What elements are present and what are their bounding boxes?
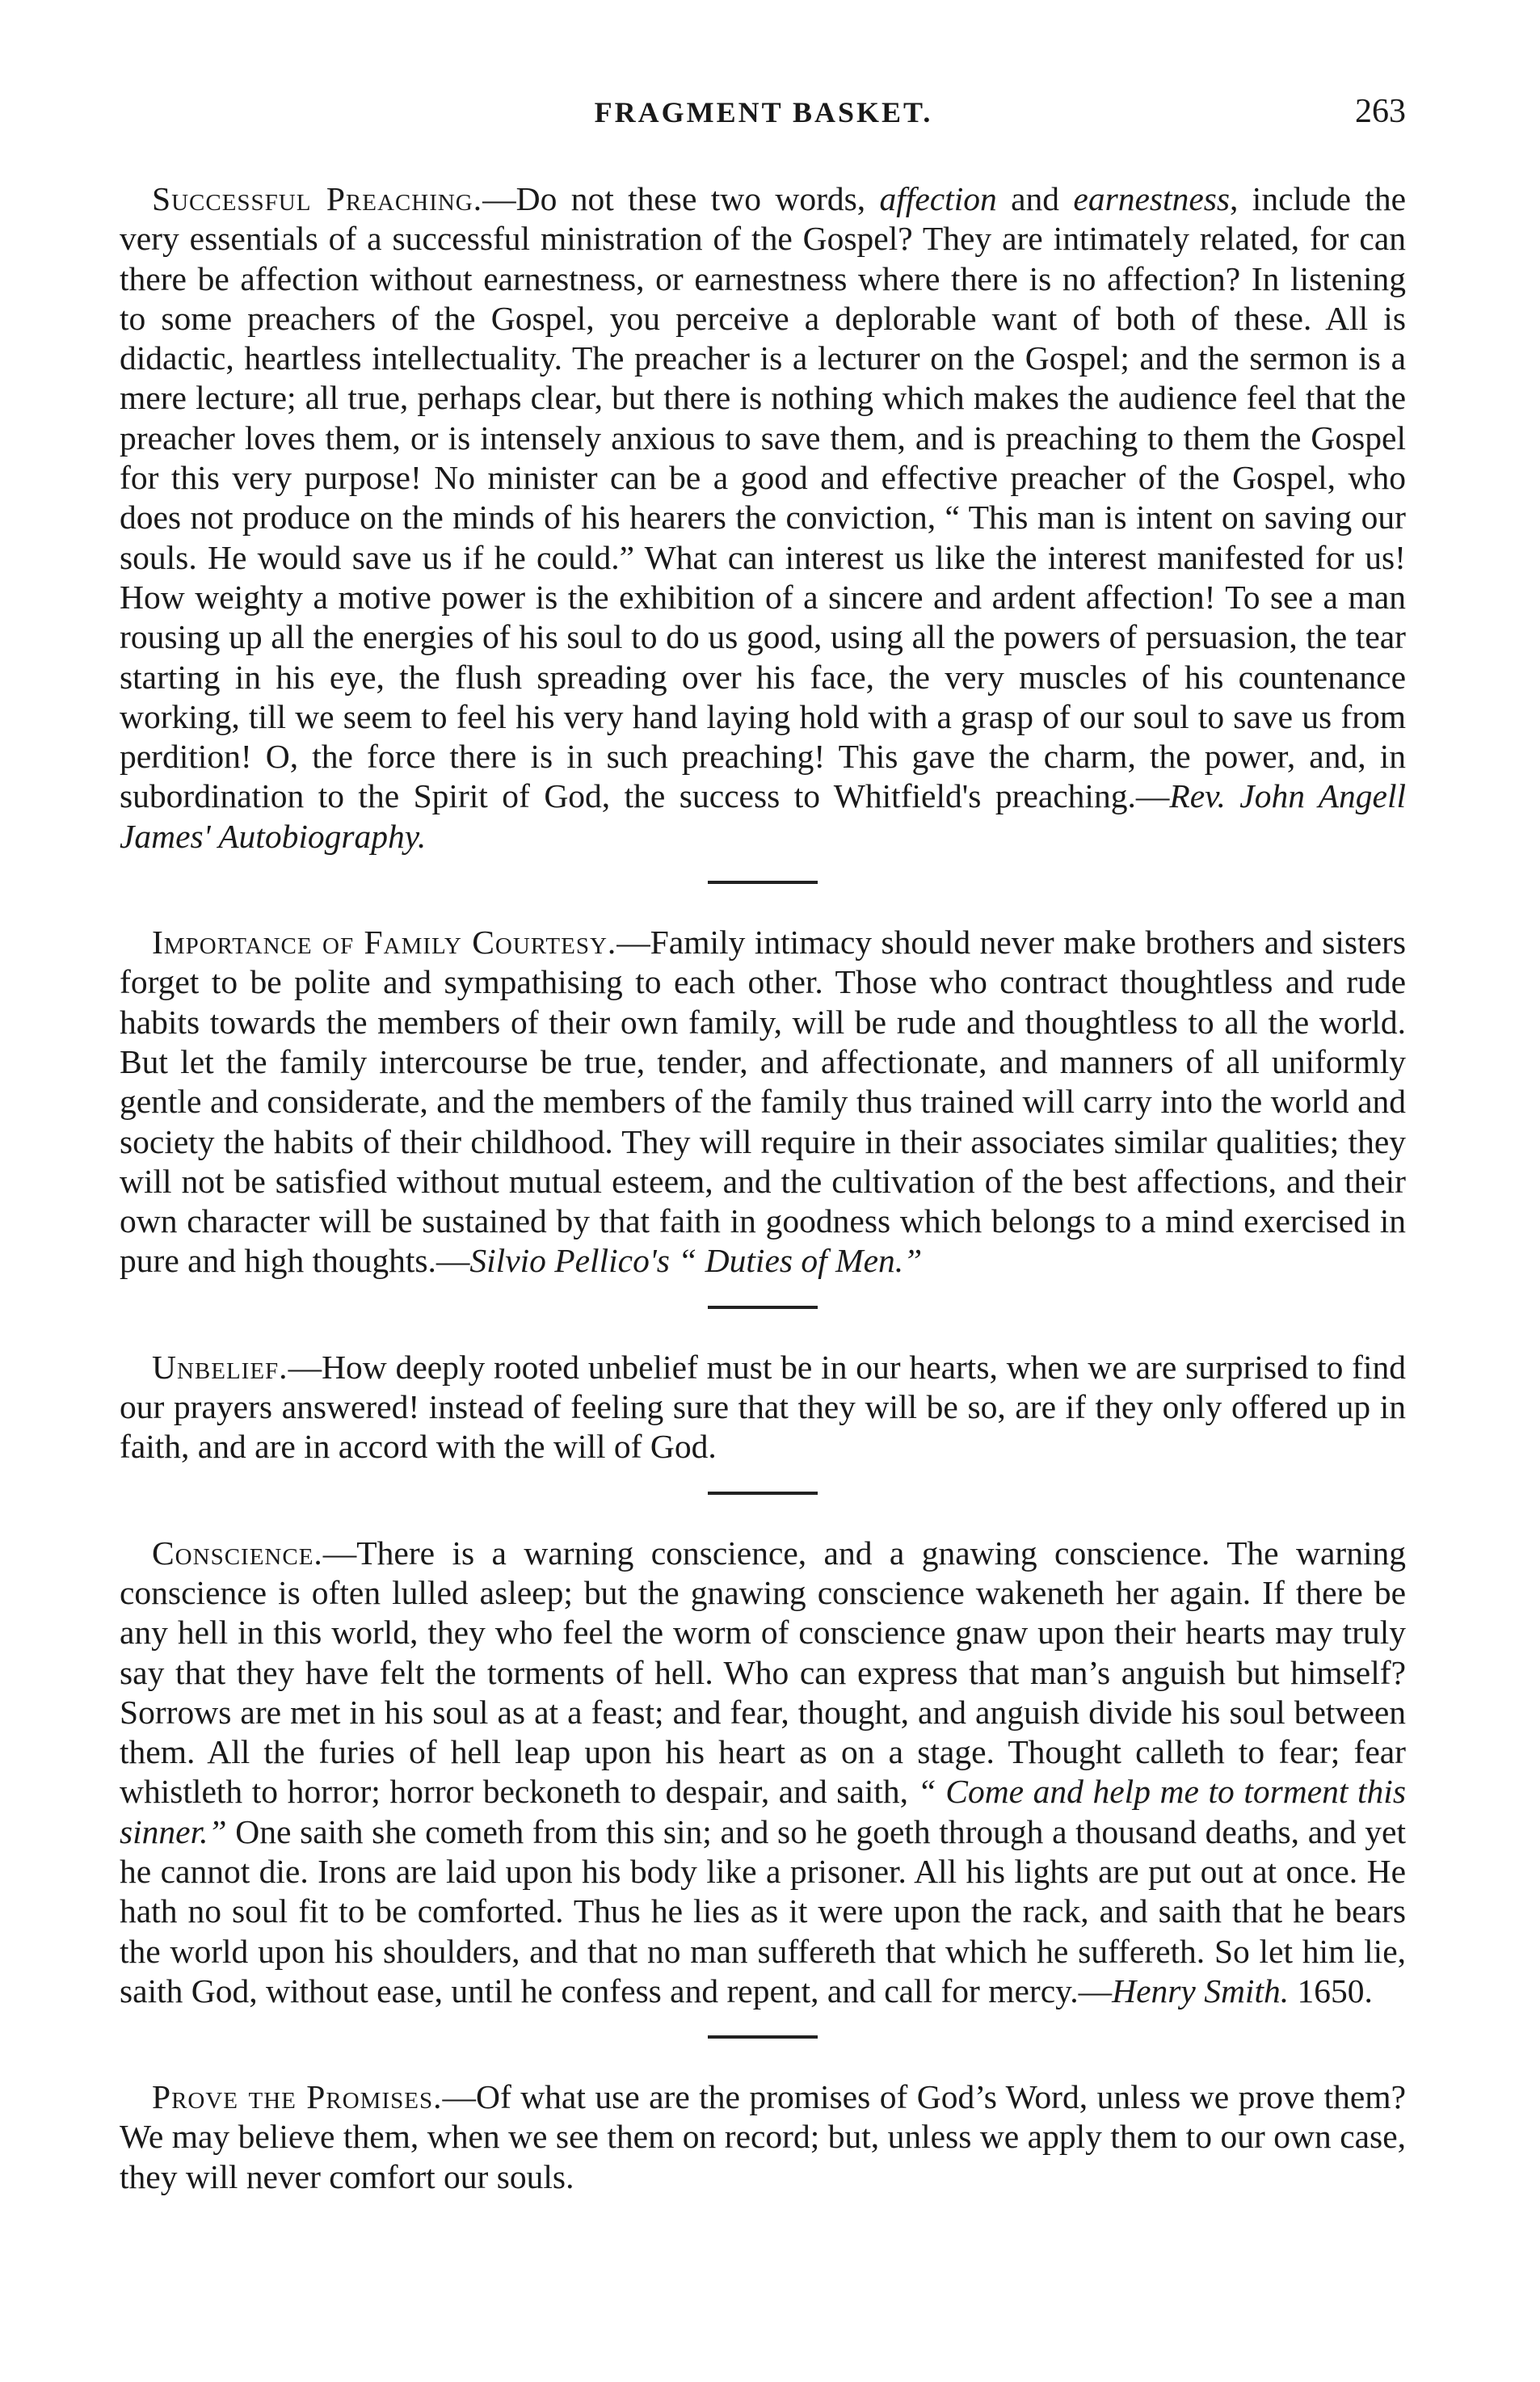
body-text: , include the very essentials of a successful ministration of the Gospel? They are intimately related, for can there be affection without earnestness, or earnestness where there is no affection? In listening to some preachers of the Gospel, you perceive a deplorable want of both of these. All is didactic, heartless intellectuality. The preacher is a lecturer on the Gospel; and the sermon is a mere lecture; all true, perhaps clear, but there is nothing which makes the audience feel that the preacher loves them, or is intensely anxious to save them, and is preaching to them the Gospel for this very purpose! No minister can be a good and effective preacher of the Gospel, who does not produce on the minds of his hearers the conviction, “ This man is intent on saving our souls. He would save us if he could.” What can interest us like the interest manifested for us! How weighty a motive power is the exhibition of a sincere and ardent affection! To see a man rousing up all the energies of his soul to do us good, using all the powers of persuasion, the tear starting in his eye, the flush spreading over his face, the very muscles of his countenance working, till we seem to feel his very hand laying hold with a grasp of our soul to save us from perdition! O, the force there is in such preaching! This gave the charm, the power, and, in subordination to the Spirit of God, the success to Whitfield's preaching.— <box>120 180 1406 815</box>
running-title: FRAGMENT BASKET. <box>594 96 933 128</box>
section-prove-the-promises <box>120 2077 1406 2197</box>
dash: — <box>288 1348 322 1386</box>
page-content <box>120 179 1406 2197</box>
section-title: Successful Preaching. <box>152 180 483 217</box>
paragraph <box>120 2077 1406 2197</box>
section-title: Unbelief. <box>152 1348 288 1386</box>
citation: Rev. John Angell James' Autobiography. <box>120 777 1407 855</box>
section-divider <box>708 1492 818 1495</box>
body-text: How deeply rooted unbelief must be in our hearts, when we are surprised to find our prayers answered! instead of feeling sure that they will be so, are if they only offered up in faith, and are in accord with the will of God. <box>120 1348 1406 1466</box>
section-unbelief <box>120 1348 1406 1467</box>
body-text: One saith she cometh from this sin; and so he goeth through a thousand deaths, and yet he cannot die. Irons are laid upon his body like a prisoner. All his lights are put out at once. He hath no soul fit to be comforted. Thus he lies as it were upon the rack, and saith that he bears the world upon his shoulders, and that no man suffereth that which he suffereth. So let him lie, saith God, without ease, until he confess and repent, and call for mercy.— <box>120 1812 1406 2010</box>
body-text: Of what use are the promises of God’s Word, unless we prove them? We may believe them, when we see them on record; but, unless we apply them to our own case, they will never comfort our souls. <box>120 2078 1406 2195</box>
year: 1650. <box>1289 1972 1373 2010</box>
emphasis-text: affection <box>879 180 997 217</box>
section-divider <box>708 2035 818 2039</box>
section-conscience <box>120 1534 1406 2012</box>
section-title: Importance of Family Courtesy. <box>152 924 617 962</box>
citation: Henry Smith. <box>1112 1972 1290 2010</box>
body-text: Family intimacy should never make brothers and sisters forget to be polite and sympathising to each other. Those who contract thoughtless and rude habits towards the members of their own family, will be rude and thoughtless to all the world. But let the family intercourse be true, tender, and affectionate, and manners of all uniformly gentle and considerate, and the members of the family thus trained will carry into the world and society the habits of their childhood. They will require in their associates similar qualities; they will not be satisfied without mutual esteem, and the cultivation of the best affections, and their own character will be sustained by that faith in goodness which belongs to a mind exercised in pure and high thoughts.— <box>120 924 1406 1280</box>
body-text: Do not these two words, <box>515 180 880 217</box>
emphasis-text: earnestness <box>1073 180 1231 217</box>
dash: — <box>616 924 650 962</box>
section-title: Prove the Promises. <box>152 2078 443 2116</box>
dash: — <box>442 2078 476 2116</box>
section-divider <box>708 1306 818 1309</box>
section-family-courtesy <box>120 923 1406 1281</box>
section-title: Conscience. <box>152 1534 323 1572</box>
page-number: 263 <box>1355 93 1406 130</box>
section-successful-preaching <box>120 179 1406 856</box>
paragraph <box>120 179 1406 856</box>
page-header <box>121 95 1406 144</box>
paragraph <box>120 1348 1406 1467</box>
body-text: and <box>996 180 1074 217</box>
paragraph <box>120 1534 1406 2012</box>
dash: — <box>482 180 516 217</box>
quotation: “ Come and help me to torment this sinner.” <box>120 1773 1406 1850</box>
section-divider <box>708 881 818 884</box>
citation: Silvio Pellico's “ Duties of Men.” <box>469 1242 923 1280</box>
dash: — <box>322 1534 357 1572</box>
body-text: There is a warning conscience, and a gnawing conscience. The warning conscience is often lulled asleep; but the gnawing conscience wakeneth her again. If there be any hell in this world, they who feel the worm of conscience gnaw upon their hearts may truly say that they have felt the torments of hell. Who can express that man’s anguish but himself? Sorrows are met in his soul as at a feast; and fear, thought, and anguish divide his soul between them. All the furies of hell leap upon his heart as on a stage. Thought calleth to fear; fear whistleth to horror; horror beckoneth to despair, and saith, <box>120 1534 1406 1811</box>
paragraph <box>120 923 1406 1281</box>
